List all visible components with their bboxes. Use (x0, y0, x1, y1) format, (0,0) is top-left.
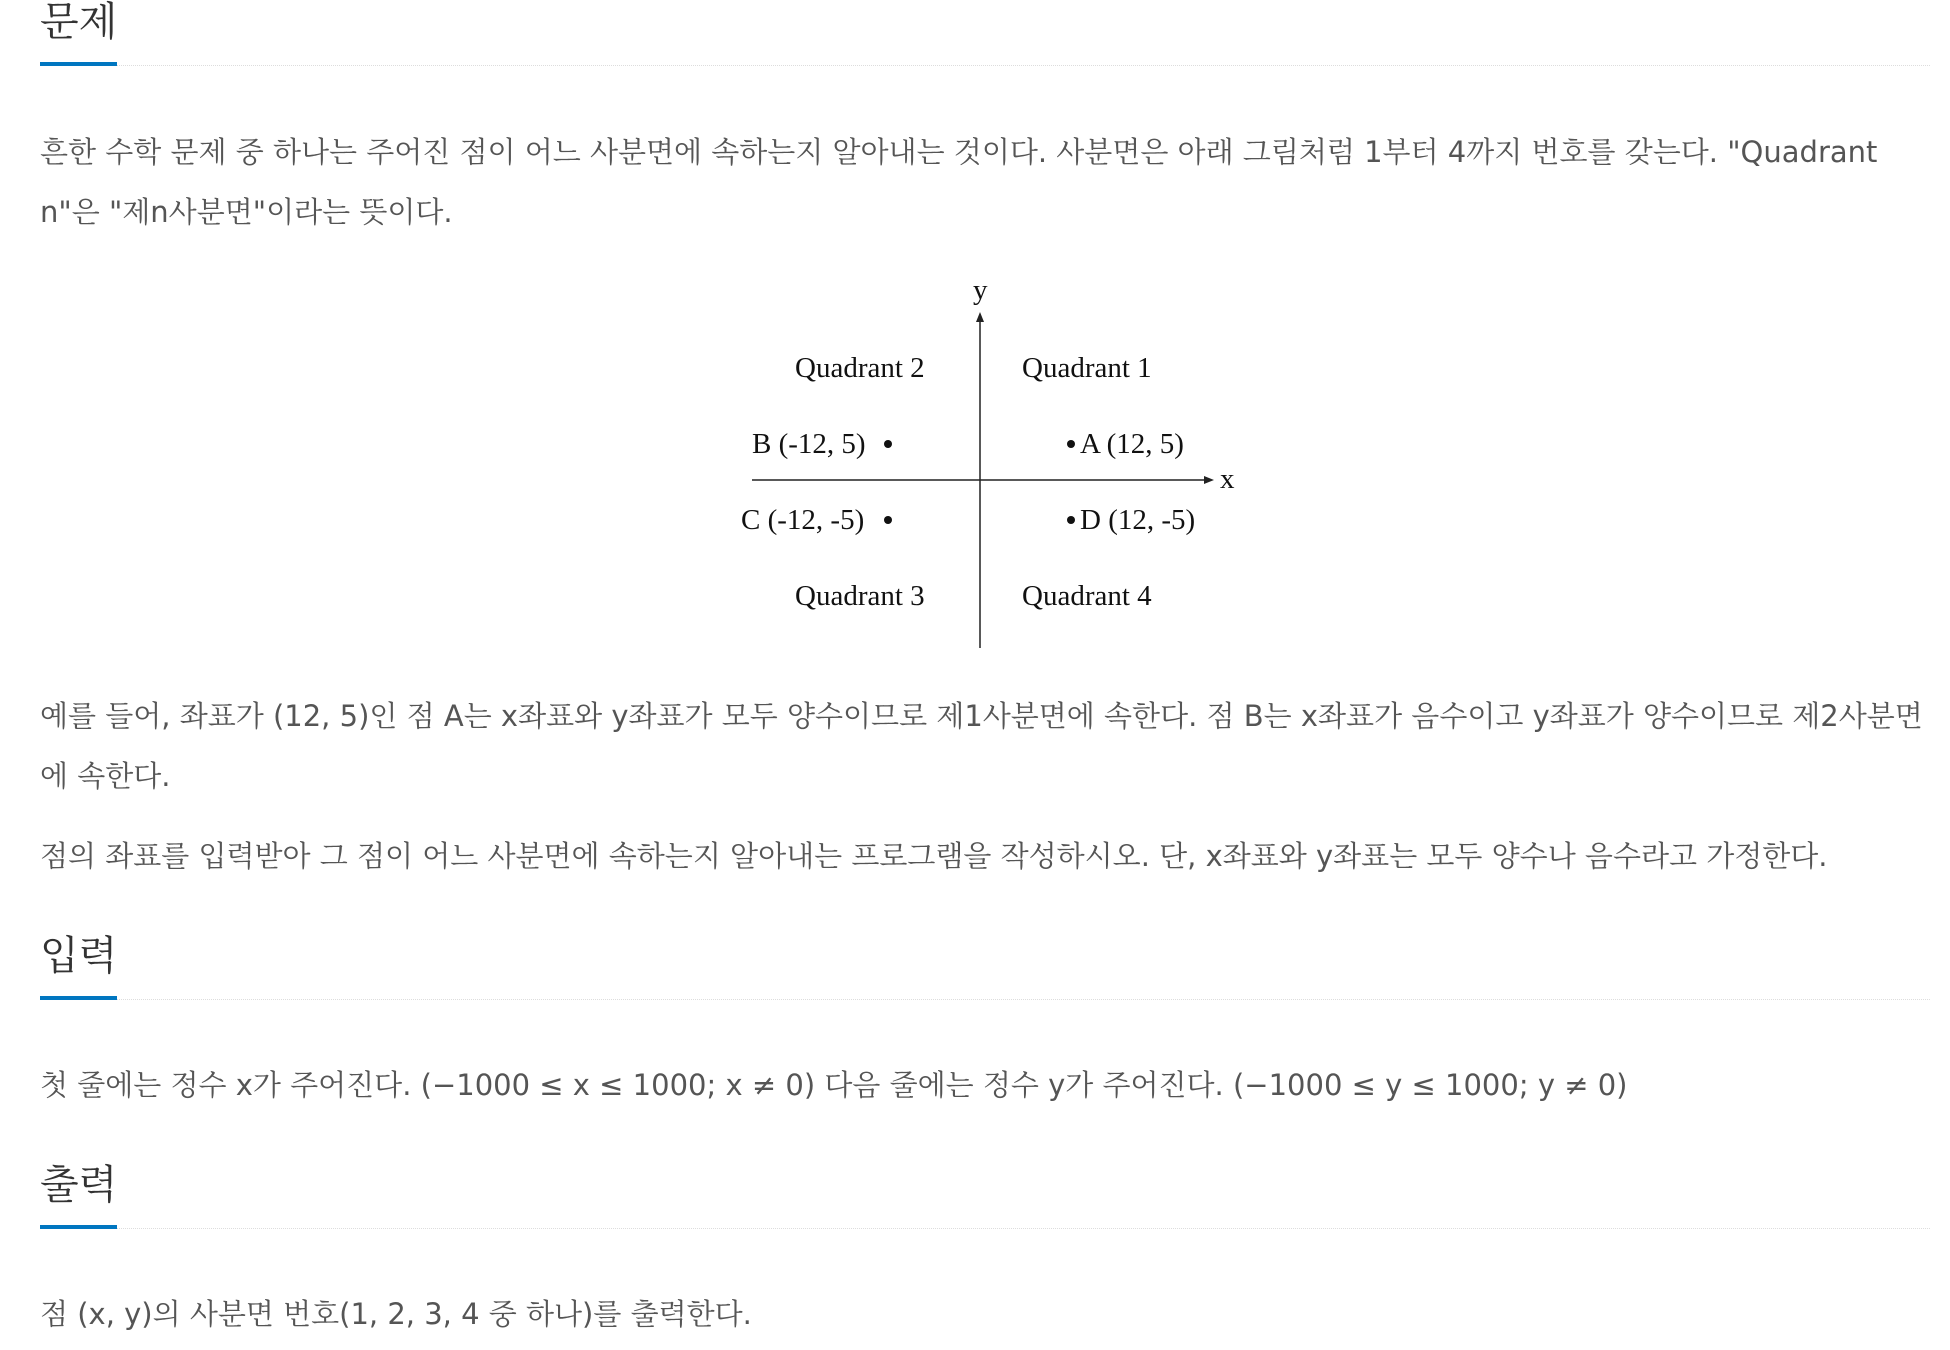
point-c-dot (884, 516, 892, 524)
point-a-dot (1067, 440, 1075, 448)
problem-paragraph-2: 예를 들어, 좌표가 (12, 5)인 점 A는 x좌표와 y좌표가 모두 양수이므로 제1사분면에 속한다. 점 B는 x좌표가 음수이고 y좌표가 양수이므로 제2사분면에 속한다. (40, 699, 1923, 793)
problem-title: 문제 (40, 0, 117, 66)
problem-paragraph-3: 점의 좌표를 입력받아 그 점이 어느 사분면에 속하는지 알아내는 프로그램을 작성하시오. 단, x좌표와 y좌표는 모두 양수나 음수라고 가정한다. (40, 839, 1828, 873)
point-b-label: B (-12, 5) (752, 428, 866, 460)
x-axis-arrow-icon (1204, 476, 1214, 484)
point-d-label: D (12, -5) (1080, 504, 1196, 536)
x-axis-label: x (1220, 463, 1235, 495)
quadrant-diagram-svg (730, 268, 1250, 658)
problem-section-header (40, 0, 1930, 66)
output-section-header (40, 1163, 1930, 1229)
y-axis-arrow-icon (976, 312, 984, 322)
quadrant-diagram (730, 268, 1250, 658)
quadrant-4-label: Quadrant 4 (1022, 580, 1152, 612)
input-section-header (40, 934, 1930, 1000)
point-d-dot (1067, 516, 1075, 524)
y-axis-label: y (973, 274, 988, 306)
point-c-label: C (-12, -5) (741, 504, 865, 536)
input-title: 입력 (40, 934, 117, 1000)
point-b-dot (884, 440, 892, 448)
quadrant-2-label: Quadrant 2 (795, 352, 925, 384)
point-a-label: A (12, 5) (1080, 428, 1184, 460)
quadrant-3-label: Quadrant 3 (795, 580, 925, 612)
input-paragraph: 첫 줄에는 정수 x가 주어진다. (−1000 ≤ x ≤ 1000; x ≠ 0) 다음 줄에는 정수 y가 주어진다. (−1000 ≤ y ≤ 1000; y ≠ 0) (40, 1068, 1628, 1102)
quadrant-1-label: Quadrant 1 (1022, 352, 1152, 384)
output-title: 출력 (40, 1163, 117, 1229)
output-paragraph: 점 (x, y)의 사분면 번호(1, 2, 3, 4 중 하나)를 출력한다. (40, 1297, 752, 1331)
problem-paragraph-1: 흔한 수학 문제 중 하나는 주어진 점이 어느 사분면에 속하는지 알아내는 것이다. 사분면은 아래 그림처럼 1부터 4까지 번호를 갖는다. "Quadrant n"은 "제n사분면"이라는 뜻이다. (40, 135, 1878, 229)
